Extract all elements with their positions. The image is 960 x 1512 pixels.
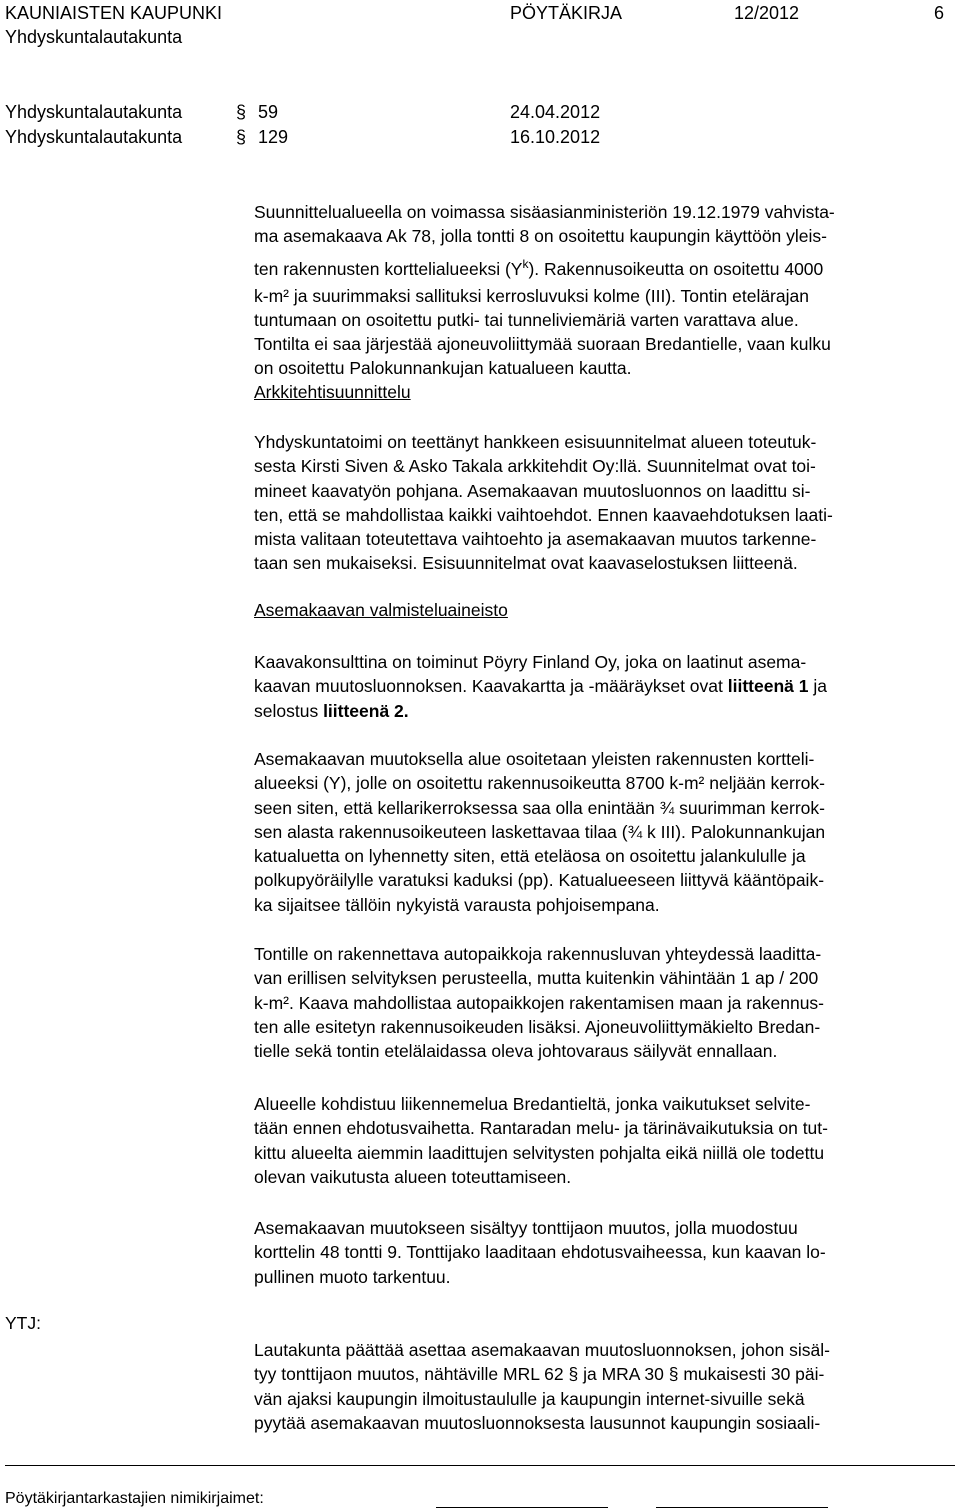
text-fragment: ja MRA 30 xyxy=(578,1364,669,1385)
paragraph-parking xyxy=(254,942,954,1063)
paragraph-consultant xyxy=(254,650,954,723)
text-line: tuntumaan on osoitettu putki- tai tunneliviemäriä varten varattava alue. xyxy=(254,309,799,330)
text-line: on osoitettu Palokunnankujan katualueen kautta. xyxy=(254,358,632,379)
text-line: van erillisen selvityksen perusteella, mutta kuitenkin vähintään 1 ap / 200 xyxy=(254,968,819,989)
text-line: Yhdyskuntatoimi on teettänyt hankkeen esisuunnitelmat alueen toteutuk- xyxy=(254,432,817,452)
text-line: Tontille on rakennettava autopaikkoja rakennusluvan yhteydessä laaditta- xyxy=(254,944,822,964)
text-line: pullinen muoto tarkentuu. xyxy=(254,1266,451,1287)
text-line: seen siten, että kellarikerroksessa saa olla enintään ¾ suurimman kerrok- xyxy=(254,797,825,818)
heading-preparation-material: Asemakaavan valmisteluaineisto xyxy=(254,600,508,620)
signature-line-2 xyxy=(656,1507,828,1508)
text-line xyxy=(254,699,954,723)
text-line: ten, että se mahdollistaa kaikki vaihtoehdot. Ennen kaavaehdotuksen laati- xyxy=(254,504,833,525)
text-line: Tontilta ei saa järjestää ajoneuvoliittymää suoraan Bredantielle, vaan kulku xyxy=(254,334,831,355)
paragraph-noise xyxy=(254,1092,954,1189)
org-name: KAUNIAISTEN KAUPUNKI xyxy=(5,3,223,23)
text-line xyxy=(254,249,954,284)
signature-line-1 xyxy=(436,1507,608,1508)
page-number: 6 xyxy=(934,3,945,23)
text-fragment: mukaisesti 30 päi- xyxy=(678,1364,825,1385)
text-line xyxy=(254,1362,954,1386)
text-line: mista valitaan toteutettava vaihtoehto ja asemakaavan muutos tarkenne- xyxy=(254,529,817,550)
text-fragment: selostus xyxy=(254,700,324,721)
ref-section-symbol-1: § xyxy=(236,102,247,122)
text-fragment: ja xyxy=(808,676,827,697)
text-line: katualuetta on lyhennetty siten, että eteläosa on osoitettu jalankululle ja xyxy=(254,846,806,867)
ref-date-1: 24.04.2012 xyxy=(510,102,601,122)
text-line: Alueelle kohdistuu liikennemelua Bredantieltä, jonka vaikutukset selvite- xyxy=(254,1094,811,1114)
text-line: vän ajaksi kaupungin ilmoitustaululle ja kaupungin internet-sivuille sekä xyxy=(254,1388,805,1409)
ref-body-2: Yhdyskuntalautakunta xyxy=(5,127,183,147)
ref-section-1: 59 xyxy=(258,102,279,122)
text-fragment: kaavan muutosluonnoksen. Kaavakartta ja -määräykset ovat xyxy=(254,676,728,697)
text-line: tielle sekä tontin etelälaidassa oleva johtovaraus säilyvät ennallaan. xyxy=(254,1041,778,1062)
text-fragment: tyy tonttijaon muutos, nähtäville MRL 62 xyxy=(254,1364,569,1385)
text-line: kittu alueelta aiemmin laadittujen selvitysten pohjalta eikä niillä ole todettu xyxy=(254,1142,825,1163)
text-fragment: ). Rakennusoikeutta on osoitettu 4000 xyxy=(528,258,824,279)
text-line: Suunnittelualueella on voimassa sisäasianministeriön 19.12.1979 vahvista- xyxy=(254,202,835,222)
text-line: Asemakaavan muutokseen sisältyy tonttijaon muutos, jolla muodostuu xyxy=(254,1218,798,1238)
doc-number: 12/2012 xyxy=(734,3,800,23)
paragraph-plan-change xyxy=(254,747,954,917)
text-line: k-m² ja suurimmaksi sallituksi kerrosluvuksi kolme (III). Tontin etelärajan xyxy=(254,285,809,306)
footer-label: Pöytäkirjantarkastajien nimikirjaimet: xyxy=(5,1490,264,1507)
text-line: alueeksi (Y), jolle on osoitettu rakennusoikeutta 8700 k-m² neljään kerrok- xyxy=(254,773,825,794)
text-line: ten alle esitetyn rakennusoikeuden lisäksi. Ajoneuvoliittymäkielto Bredan- xyxy=(254,1016,821,1037)
text-line: sesta Kirsti Siven & Asko Takala arkkitehdit Oy:llä. Suunnitelmat ovat toi- xyxy=(254,456,816,477)
section-symbol: § xyxy=(668,1364,679,1385)
attachment-ref-1: liitteenä 1 xyxy=(727,676,809,697)
text-line: sen alasta rakennusoikeuteen laskettavaa tilaa (¾ k III). Palokunnankujan xyxy=(254,821,826,842)
paragraph-decision xyxy=(254,1338,954,1435)
attachment-ref-2: liitteenä 2. xyxy=(323,700,409,721)
paragraph-architecture xyxy=(254,430,954,576)
text-line: mineet kaavatyön pohjana. Asemakaavan muutosluonnos on laadittu si- xyxy=(254,480,811,501)
ref-body-1: Yhdyskuntalautakunta xyxy=(5,102,183,122)
text-line: Asemakaavan muutoksella alue osoitetaan yleisten rakennusten kortteli- xyxy=(254,749,815,769)
text-line: Kaavakonsulttina on toiminut Pöyry Finland Oy, joka on laatinut asema- xyxy=(254,652,807,672)
ref-section-symbol-2: § xyxy=(236,127,247,147)
text-line: tään ennen ehdotusvaihetta. Rantaradan melu- ja tärinävaikutuksia on tut- xyxy=(254,1118,828,1139)
header-body: Yhdyskuntalautakunta xyxy=(5,27,183,47)
text-line: korttelin 48 tontti 9. Tonttijako laaditaan ehdotusvaiheessa, kun kaavan lo- xyxy=(254,1242,826,1263)
ref-date-2: 16.10.2012 xyxy=(510,127,601,147)
superscript: k xyxy=(522,256,529,271)
heading-architecture: Arkkitehtisuunnittelu xyxy=(254,382,411,402)
text-line: olevan vaikutusta alueen toteuttamiseen. xyxy=(254,1166,572,1187)
paragraph-plot-division xyxy=(254,1216,954,1289)
text-fragment: ten rakennusten korttelialueeksi (Y xyxy=(254,258,523,279)
text-line: k-m². Kaava mahdollistaa autopaikkojen rakentamisen maan ja rakennus- xyxy=(254,992,825,1013)
ytj-label: YTJ: xyxy=(5,1313,41,1333)
text-line xyxy=(254,674,954,698)
text-line: Lautakunta päättää asettaa asemakaavan muutosluonnoksen, johon sisäl- xyxy=(254,1340,830,1360)
text-line: polkupyöräilylle varatuksi kaduksi (pp). Katualueeseen liittyvä kääntöpaik- xyxy=(254,870,825,891)
text-line: taan sen mukaiseksi. Esisuunnitelmat ovat kaavaselostuksen liitteenä. xyxy=(254,553,798,574)
section-symbol: § xyxy=(568,1364,579,1385)
doc-type: PÖYTÄKIRJA xyxy=(510,3,623,23)
text-line: ka sijaitsee tällöin nykyistä varausta pohjoisempana. xyxy=(254,894,660,915)
ref-section-2: 129 xyxy=(258,127,289,147)
text-line: pyytää asemakaavan muutosluonnoksesta lausunnot kaupungin sosiaali- xyxy=(254,1412,821,1433)
paragraph-current-plan xyxy=(254,200,954,381)
text-line: ma asemakaava Ak 78, jolla tontti 8 on osoitettu kaupungin käyttöön yleis- xyxy=(254,226,827,247)
footer-divider xyxy=(5,1465,955,1466)
